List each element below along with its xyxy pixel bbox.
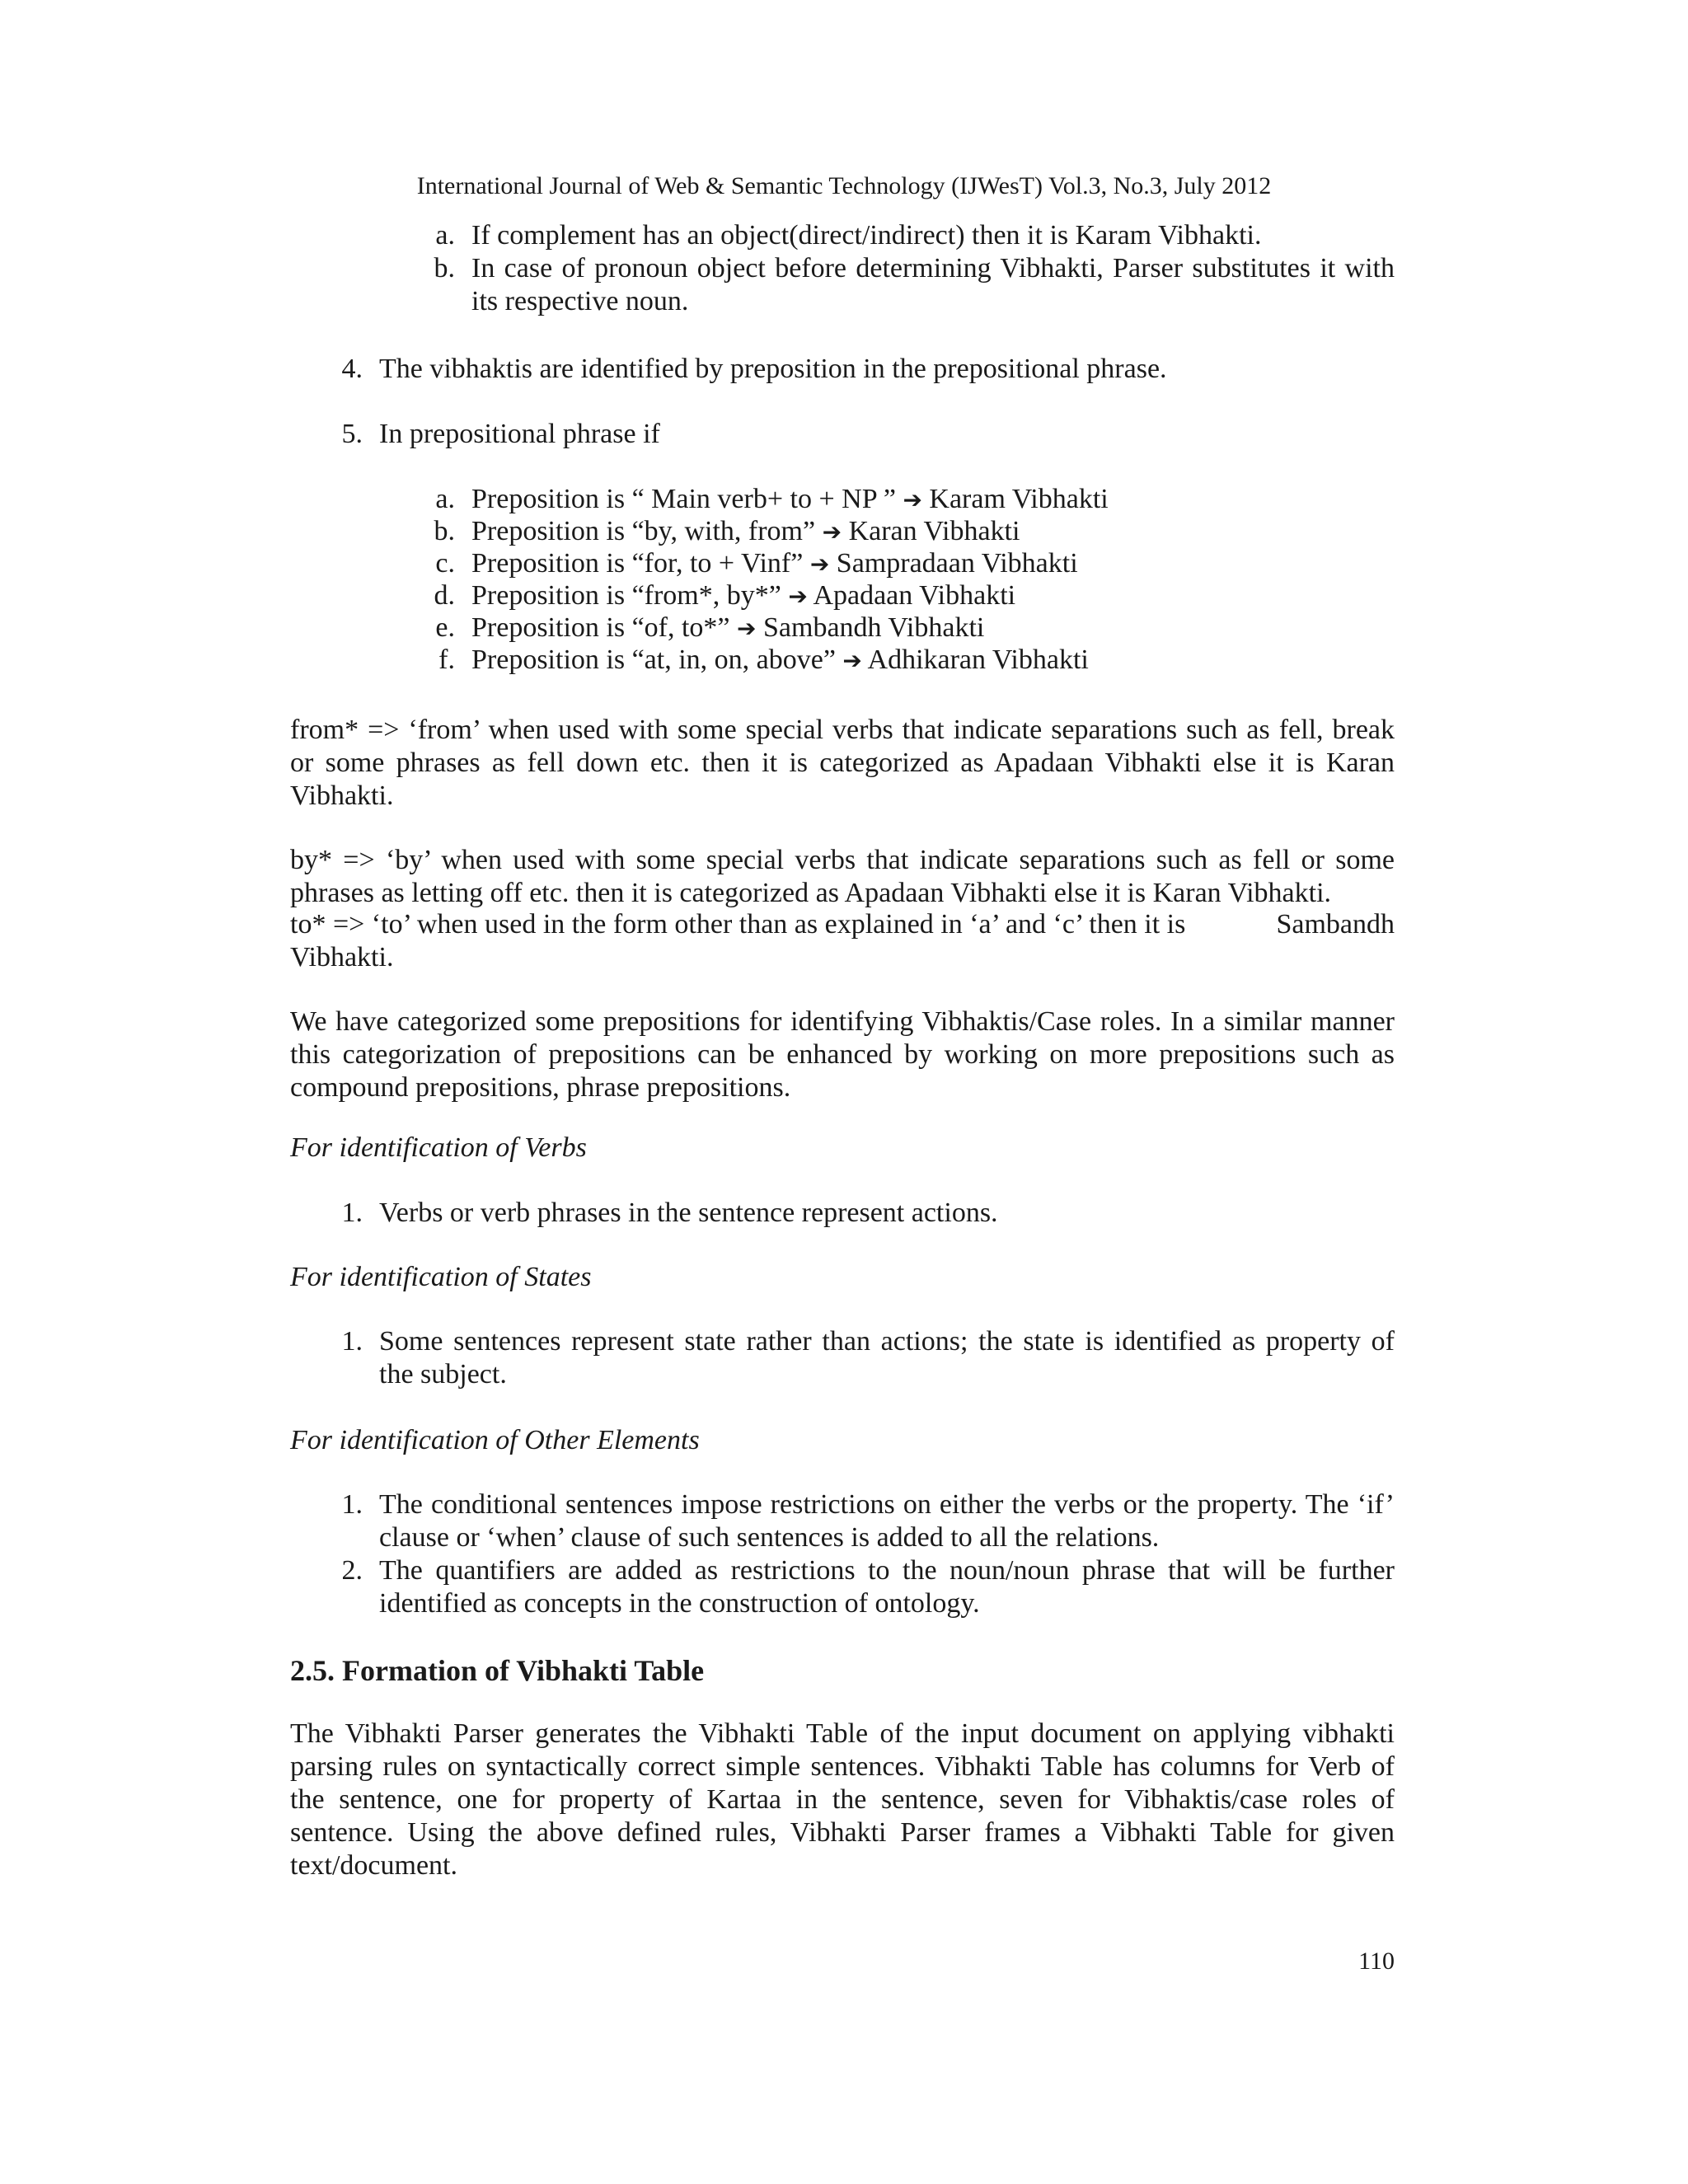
journal-header: International Journal of Web & Semantic Technology (IJWesT) Vol.3, No.3, July 2012	[416, 172, 1272, 199]
section-heading: 2.5. Formation of Vibhakti Table	[290, 1654, 705, 1687]
list-marker: b.	[434, 253, 455, 284]
other-list-item-2	[330, 1554, 1395, 1620]
list-text-line: In case of pronoun object before determining Vibhakti, Parser substitutes it with	[471, 253, 1395, 284]
states-list-item-1	[330, 1325, 1395, 1391]
list-text-line: clause or ‘when’ clause of such sentences is added to all the relations.	[379, 1522, 1160, 1553]
rule-result: Sampradaan Vibhakti	[836, 548, 1078, 579]
from-note-paragraph	[290, 714, 1395, 813]
list-text: If complement has an object(direct/indirect) then it is Karam Vibhakti.	[471, 220, 1262, 251]
rule-condition: Preposition is “by, with, from”	[471, 516, 816, 546]
states-heading: For identification of States	[290, 1262, 592, 1292]
list-marker: d.	[434, 580, 455, 611]
paragraph-line: by* => ‘by’ when used with some special verbs that indicate separations such as fell or some	[290, 845, 1395, 875]
arrow-right-icon: ➔	[809, 551, 830, 578]
list-marker: a.	[435, 484, 455, 514]
list-marker: a.	[435, 220, 455, 251]
list-marker: c.	[435, 548, 455, 579]
list-marker: 1.	[341, 1197, 363, 1228]
paragraph-line: Vibhakti.	[290, 942, 394, 972]
other-elements-heading: For identification of Other Elements	[290, 1425, 700, 1455]
page-number: 110	[1358, 1947, 1395, 1975]
list-text-line: The conditional sentences impose restrictions on either the verbs or the property. The ‘if’	[379, 1489, 1395, 1520]
rule-result: Apadaan Vibhakti	[813, 580, 1016, 611]
rule-result: Adhikaran Vibhakti	[867, 644, 1089, 675]
list-marker: 5.	[341, 419, 363, 449]
list-text-line: the subject.	[379, 1359, 507, 1390]
paragraph-line: the sentence, one for property of Kartaa in the sentence, seven for Vibhaktis/case roles of	[290, 1784, 1395, 1815]
rule-result: Karam Vibhakti	[929, 484, 1109, 514]
by-note-paragraph	[290, 844, 1395, 910]
arrow-right-icon: ➔	[788, 583, 808, 610]
list-text-line: Some sentences represent state rather than actions; the state is identified as property of	[379, 1326, 1395, 1357]
paragraph-line: Vibhakti.	[290, 780, 394, 811]
rule-condition: Preposition is “from*, by*”	[471, 580, 781, 611]
section-paragraph	[290, 1718, 1395, 1882]
arrow-right-icon: ➔	[822, 518, 842, 546]
list-marker: 1.	[341, 1489, 363, 1520]
list-text-line: its respective noun.	[471, 286, 689, 316]
paragraph-line: from* => ‘from’ when used with some special verbs that indicate separations such as fell, break	[290, 715, 1395, 745]
list-marker: 4.	[341, 354, 363, 384]
paragraph-line: phrases as letting off etc. then it is categorized as Apadaan Vibhakti else it is Karan Vibhakti.	[290, 878, 1332, 908]
paragraph-line: or some phrases as fell down etc. then it is categorized as Apadaan Vibhakti else it is Karan	[290, 748, 1395, 778]
to-note-right: Sambandh	[1276, 909, 1395, 940]
rule-condition: Preposition is “of, to*”	[471, 612, 730, 643]
list-item-b	[422, 252, 1395, 318]
paragraph-line	[290, 908, 1395, 941]
list-text-line: The quantifiers are added as restrictions to the noun/noun phrase that will be further	[379, 1555, 1395, 1586]
rule-result: Karan Vibhakti	[848, 516, 1020, 546]
paragraph-line: The Vibhakti Parser generates the Vibhakti Table of the input document on applying vibhakti	[290, 1718, 1395, 1749]
list-text-line: identified as concepts in the construction of ontology.	[379, 1588, 980, 1619]
list-marker: 2.	[341, 1555, 363, 1586]
paragraph-line: sentence. Using the above defined rules, Vibhakti Parser frames a Vibhakti Table for given	[290, 1817, 1395, 1848]
categorized-paragraph	[290, 1005, 1395, 1104]
arrow-right-icon: ➔	[842, 647, 862, 674]
paragraph-line: text/document.	[290, 1850, 458, 1881]
list-text: In prepositional phrase if	[379, 419, 660, 449]
list-marker: f.	[438, 644, 455, 675]
rule-condition: Preposition is “ Main verb+ to + NP ”	[471, 484, 896, 514]
to-note-paragraph	[290, 908, 1395, 974]
paragraph-line: We have categorized some prepositions for identifying Vibhaktis/Case roles. In a similar manner	[290, 1006, 1395, 1037]
rule-condition: Preposition is “for, to + Vinf”	[471, 548, 804, 579]
to-note-left: to* => ‘to’ when used in the form other than as explained in ‘a’ and ‘c’ then it is	[290, 909, 1186, 940]
list-marker: b.	[434, 516, 455, 546]
rule-result: Sambandh Vibhakti	[763, 612, 985, 643]
paragraph-line: this categorization of prepositions can be enhanced by working on more prepositions such as	[290, 1039, 1395, 1070]
paragraph-line: parsing rules on syntactically correct simple sentences. Vibhakti Table has columns for Verb of	[290, 1751, 1395, 1782]
list-marker: e.	[435, 612, 455, 643]
other-list-item-1	[330, 1488, 1395, 1554]
verbs-heading: For identification of Verbs	[290, 1132, 587, 1163]
paragraph-line: compound prepositions, phrase prepositions.	[290, 1072, 791, 1103]
rule-condition: Preposition is “at, in, on, above”	[471, 644, 836, 675]
arrow-right-icon: ➔	[903, 486, 922, 513]
arrow-right-icon: ➔	[737, 615, 757, 642]
list-text: The vibhaktis are identified by preposition in the prepositional phrase.	[379, 354, 1167, 384]
list-text: Verbs or verb phrases in the sentence represent actions.	[379, 1197, 998, 1228]
list-marker: 1.	[341, 1326, 363, 1357]
